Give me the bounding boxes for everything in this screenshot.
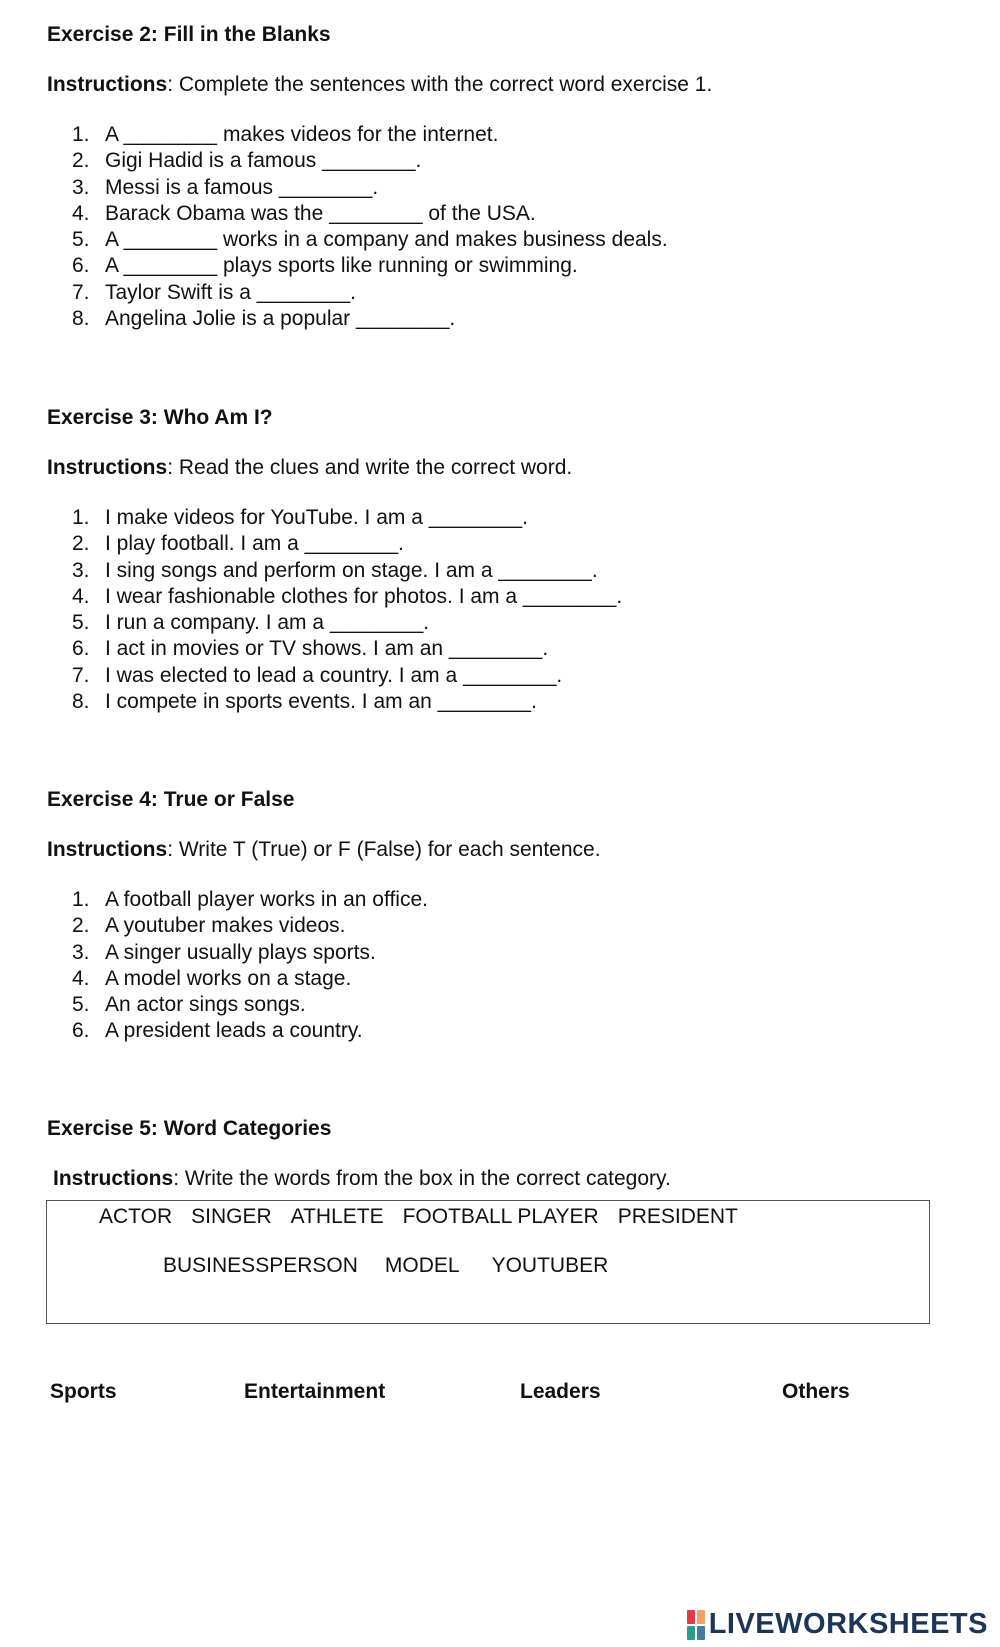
word-box	[46, 1200, 930, 1324]
liveworksheets-logo-icon	[687, 1610, 705, 1640]
exercise-3-title: Exercise 3: Who Am I?	[47, 406, 273, 429]
list-item-text: Barack Obama was the ________ of the USA.	[105, 201, 536, 225]
list-item-text: I was elected to lead a country. I am a ________.	[105, 663, 563, 687]
list-item	[72, 887, 428, 913]
list-item-number: 8.	[72, 690, 90, 714]
list-item-text: I play football. I am a ________.	[105, 532, 404, 556]
list-item-text: I wear fashionable clothes for photos. I am a ________.	[105, 584, 623, 608]
instructions-text: : Read the clues and write the correct word.	[167, 456, 573, 479]
list-item-text: Gigi Hadid is a famous ________.	[105, 149, 422, 173]
list-item	[72, 992, 428, 1018]
list-item	[72, 175, 668, 201]
list-item-number: 5.	[72, 993, 90, 1017]
category-entertainment: Entertainment	[244, 1380, 386, 1403]
exercise-5-instructions	[53, 1167, 671, 1191]
instructions-text: : Write T (True) or F (False) for each sentence.	[167, 838, 601, 861]
instructions-text: : Complete the sentences with the correct word exercise 1.	[167, 73, 713, 96]
list-item-text: An actor sings songs.	[105, 993, 306, 1017]
list-item-text: A ________ makes videos for the internet.	[105, 123, 499, 146]
instructions-label: Instructions	[47, 73, 168, 96]
word-box-row-2	[163, 1254, 608, 1278]
list-item-number: 3.	[72, 175, 90, 199]
list-item	[72, 610, 622, 636]
list-item	[72, 558, 622, 584]
exercise-3-list	[72, 505, 622, 715]
liveworksheets-logo[interactable]	[687, 1608, 988, 1641]
instructions-label: Instructions	[47, 456, 168, 479]
list-item	[72, 531, 622, 557]
list-item-number: 5.	[72, 611, 90, 635]
instructions-text: : Write the words from the box in the correct category.	[173, 1167, 671, 1190]
list-item	[72, 280, 668, 306]
exercise-2-title: Exercise 2: Fill in the Blanks	[47, 23, 331, 46]
category-leaders: Leaders	[520, 1380, 601, 1403]
list-item-number: 3.	[72, 558, 90, 582]
list-item-number: 3.	[72, 940, 90, 964]
list-item	[72, 148, 668, 174]
list-item-number: 4.	[72, 201, 90, 225]
list-item-text: A singer usually plays sports.	[105, 940, 376, 964]
list-item-number: 2.	[72, 914, 90, 938]
list-item-text: Angelina Jolie is a popular ________.	[105, 307, 456, 331]
list-item-text: I compete in sports events. I am an ________.	[105, 690, 537, 714]
list-item-text: A youtuber makes videos.	[105, 914, 346, 938]
exercise-2-instructions	[47, 73, 712, 97]
word-model: MODEL	[384, 1254, 460, 1277]
list-item	[72, 940, 428, 966]
list-item-text: A model works on a stage.	[105, 966, 352, 990]
exercise-5-title: Exercise 5: Word Categories	[47, 1117, 332, 1140]
list-item-text: A football player works in an office.	[105, 888, 428, 911]
list-item-text: Messi is a famous ________.	[105, 175, 379, 199]
word-youtuber: YOUTUBER	[491, 1254, 609, 1277]
list-item	[72, 505, 622, 531]
word-football-player: FOOTBALL PLAYER	[402, 1205, 599, 1228]
list-item-text: I run a company. I am a ________.	[105, 611, 430, 635]
list-item-number: 7.	[72, 663, 90, 687]
list-item-text: A ________ works in a company and makes business deals.	[105, 228, 668, 252]
list-item-text: I act in movies or TV shows. I am an ________.	[105, 637, 549, 661]
word-actor: ACTOR	[99, 1205, 173, 1228]
list-item-number: 6.	[72, 637, 90, 661]
list-item	[72, 636, 622, 662]
list-item-text: Taylor Swift is a ________.	[105, 280, 356, 304]
exercise-4-list	[72, 887, 428, 1045]
word-president: PRESIDENT	[617, 1205, 738, 1228]
list-item	[72, 1018, 428, 1044]
list-item	[72, 122, 668, 148]
list-item-number: 6.	[72, 254, 90, 278]
list-item	[72, 689, 622, 715]
list-item	[72, 253, 668, 279]
list-item-number: 1.	[72, 888, 90, 911]
exercise-3-instructions	[47, 456, 572, 480]
category-others: Others	[782, 1380, 850, 1403]
list-item-number: 4.	[72, 966, 90, 990]
list-item	[72, 306, 668, 332]
list-item-number: 1.	[72, 506, 90, 529]
list-item-number: 5.	[72, 228, 90, 252]
list-item	[72, 227, 668, 253]
list-item-text: A ________ plays sports like running or swimming.	[105, 254, 578, 278]
category-sports: Sports	[50, 1380, 117, 1403]
list-item	[72, 584, 622, 610]
list-item-text: I sing songs and perform on stage. I am a ________.	[105, 558, 598, 582]
word-athlete: ATHLETE	[290, 1205, 384, 1228]
list-item-number: 2.	[72, 149, 90, 173]
list-item	[72, 663, 622, 689]
word-singer: SINGER	[191, 1205, 272, 1228]
list-item	[72, 966, 428, 992]
list-item-text: A president leads a country.	[105, 1019, 363, 1043]
liveworksheets-logo-text: LIVEWORKSHEETS	[708, 1608, 988, 1640]
exercise-2-list	[72, 122, 668, 332]
list-item	[72, 913, 428, 939]
word-businessperson: BUSINESSPERSON	[163, 1254, 358, 1277]
instructions-label: Instructions	[53, 1167, 174, 1190]
list-item-number: 7.	[72, 280, 90, 304]
list-item-number: 4.	[72, 584, 90, 608]
instructions-label: Instructions	[47, 838, 168, 861]
list-item-number: 6.	[72, 1019, 90, 1043]
list-item	[72, 201, 668, 227]
exercise-4-instructions	[47, 838, 601, 862]
exercise-4-title: Exercise 4: True or False	[47, 788, 295, 811]
list-item-number: 1.	[72, 123, 90, 146]
list-item-number: 2.	[72, 532, 90, 556]
list-item-text: I make videos for YouTube. I am a ________.	[105, 506, 529, 529]
list-item-number: 8.	[72, 307, 90, 331]
word-box-row-1	[99, 1205, 738, 1229]
